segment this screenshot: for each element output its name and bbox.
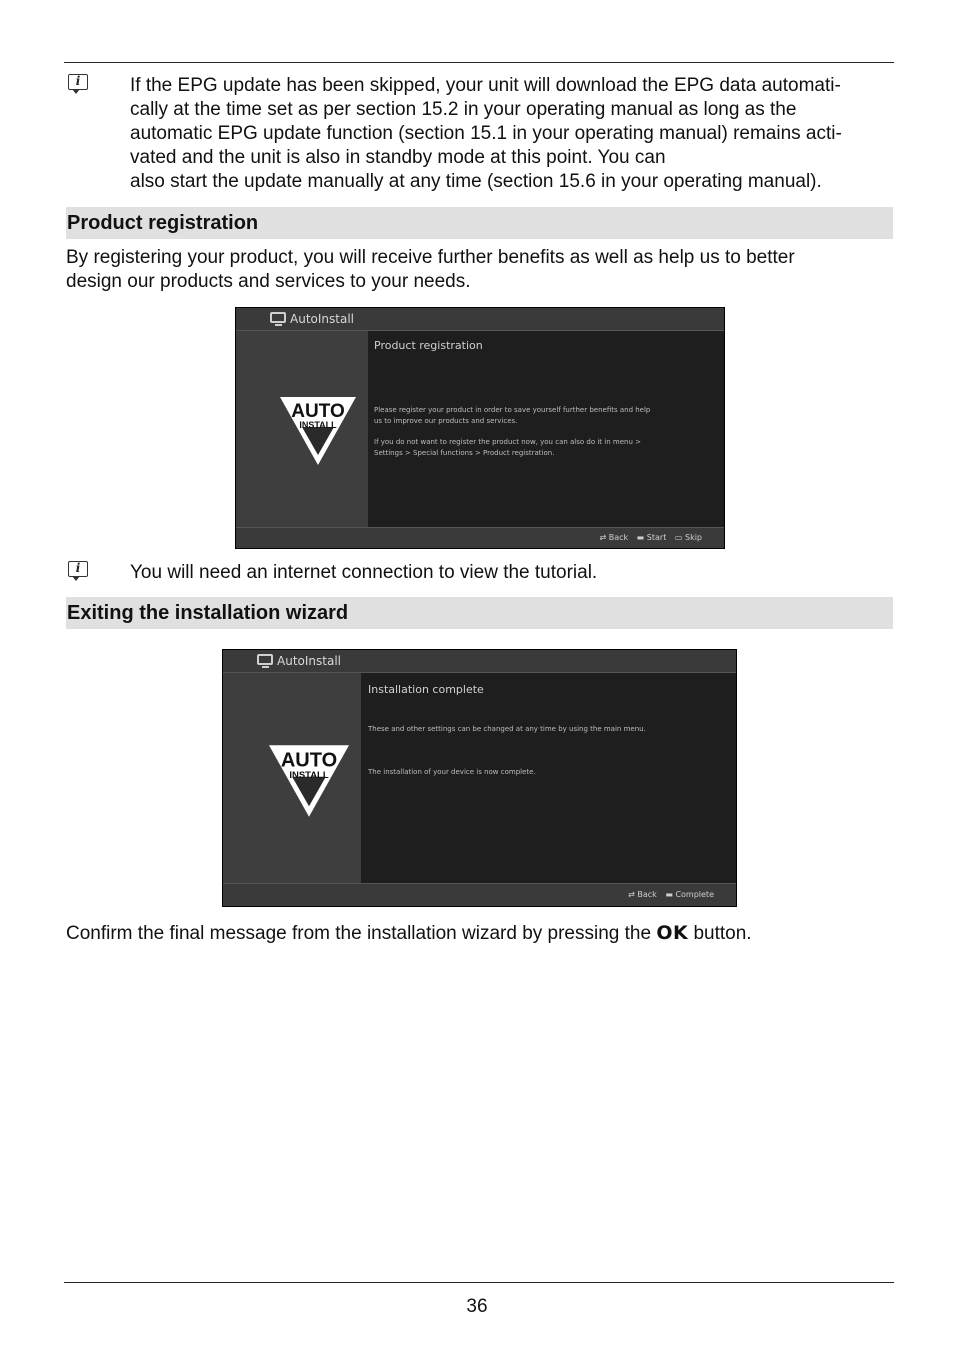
screen-text-line: The installation of your device is now complete. — [368, 768, 536, 776]
button-legend — [593, 533, 702, 542]
screen-content — [368, 331, 724, 529]
product-registration-text — [66, 246, 795, 294]
info-icon: i — [68, 561, 88, 577]
legend-skip: ▭ Skip — [674, 533, 702, 542]
app-title: AutoInstall — [290, 312, 354, 326]
screen-heading: Installation complete — [368, 683, 484, 696]
final-instruction — [66, 921, 752, 946]
instruction-text: Confirm the final message from the installation wizard by pressing the — [66, 923, 657, 944]
app-title: AutoInstall — [277, 654, 341, 668]
screen-content — [361, 673, 736, 884]
legend-back: ⇄ Back — [628, 890, 657, 899]
note-line: If the EPG update has been skipped, your unit will download the EPG data automati- — [130, 75, 841, 96]
screen-text-line: If you do not want to register the product now, you can also do it in menu > — [374, 438, 641, 446]
screen-text-line: These and other settings can be changed at any time by using the main menu. — [368, 725, 646, 733]
note-line: You will need an internet connection to view the tutorial. — [130, 562, 598, 583]
instruction-text: button. — [688, 923, 752, 944]
footer-rule — [64, 1282, 894, 1283]
legend-back: ⇄ Back — [599, 533, 629, 542]
section-heading-exiting-wizard: Exiting the installation wizard — [66, 597, 893, 629]
body-line: By registering your product, you will receive further benefits as well as help us to better — [66, 247, 795, 268]
tv-icon — [257, 654, 273, 665]
ok-key-label: OK — [656, 922, 689, 944]
note-line: also start the update manually at any time (section 15.6 in your operating manual). — [130, 171, 822, 192]
screenshot-product-registration — [235, 307, 725, 549]
screen-left-panel — [236, 331, 368, 529]
screen-text-line: us to improve our products and services. — [374, 417, 518, 425]
internet-note — [130, 561, 597, 585]
legend-start: ▬ Start — [636, 533, 667, 542]
logo-text-auto: AUTO — [291, 401, 345, 422]
note-line: automatic EPG update function (section 15.1 in your operating manual) remains acti- — [130, 123, 842, 144]
tv-icon — [270, 312, 286, 323]
screen-title-bar — [223, 650, 736, 673]
legend-complete: ▬ Complete — [665, 890, 714, 899]
logo-text-install: INSTALL — [289, 769, 329, 781]
epg-note — [130, 74, 842, 194]
note-line: vated and the unit is also in standby mode at this point. You can — [130, 147, 666, 168]
logo-text-install: INSTALL — [299, 420, 337, 430]
screen-text-line: Please register your product in order to save yourself further benefits and help — [374, 406, 651, 414]
screen-button-bar — [223, 883, 736, 906]
header-rule — [64, 62, 894, 63]
screen-text-line: Settings > Special functions > Product registration. — [374, 449, 555, 457]
section-heading-product-registration: Product registration — [66, 207, 893, 239]
note-line: cally at the time set as per section 15.2 in your operating manual as long as the — [130, 99, 797, 120]
screenshot-installation-complete — [222, 649, 737, 907]
screen-heading: Product registration — [374, 339, 483, 352]
body-line: design our products and services to your needs. — [66, 271, 471, 292]
autoinstall-logo-icon — [266, 741, 352, 821]
button-legend — [622, 890, 714, 899]
screen-title-bar — [236, 308, 724, 331]
autoinstall-logo-icon — [278, 393, 358, 469]
page-number: 36 — [466, 1296, 488, 1317]
screen-left-panel — [223, 673, 361, 884]
logo-text-auto: AUTO — [280, 749, 338, 772]
info-icon: i — [68, 74, 88, 90]
screen-button-bar — [236, 527, 724, 548]
